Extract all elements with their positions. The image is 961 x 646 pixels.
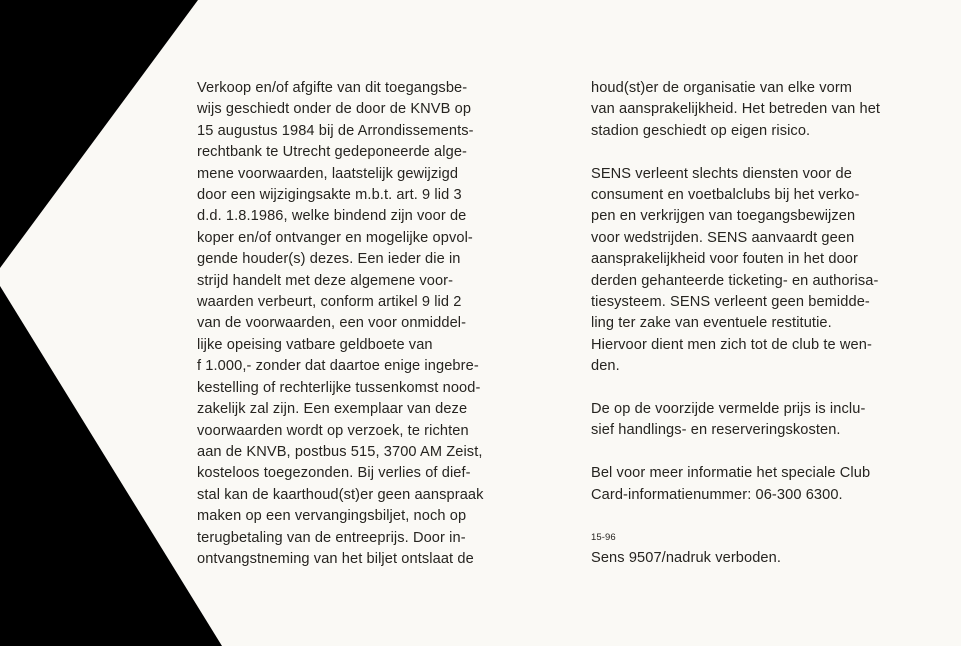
terms-line: 15 augustus 1984 bij de Arrondissements- [197,122,474,139]
terms-line: sief handlings- en reserveringskosten. [591,422,841,439]
terms-line: SENS verleent slechts diensten voor de [591,165,852,182]
terms-line: aan de KNVB, postbus 515, 3700 AM Zeist, [197,443,483,460]
paragraph-gap [591,378,951,399]
price-paragraph [591,399,951,442]
terms-line: wijs geschiedt onder de door de KNVB op [197,101,472,118]
terms-line: mene voorwaarden, laatstelijk gewijzigd [197,165,459,182]
terms-line: koper en/of ontvanger en mogelijke opvol- [197,229,473,246]
terms-line: van aansprakelijkheid. Het betreden van het [591,101,881,118]
terms-line: stal kan de kaarthoud(st)er geen aanspraak [197,486,484,503]
terms-line: voor wedstrijden. SENS aanvaardt geen [591,229,855,246]
terms-line: Verkoop en/of afgifte van dit toegangsbe- [197,80,468,96]
terms-line: lijke opeising vatbare geldboete van [197,336,433,353]
terms-line: terugbetaling van de entreeprijs. Door in- [197,529,466,546]
terms-line: waarden verbeurt, conform artikel 9 lid 2 [197,294,462,311]
print-footer: Sens 9507/nadruk verboden. [591,550,782,567]
terms-line: pen en verkrijgen van toegangsbewijzen [591,208,856,225]
terms-line: kosteloos toegezonden. Bij verlies of dief- [197,465,471,482]
terms-line: Card-informatienummer: 06-300 6300. [591,486,843,503]
sens-services-paragraph [591,164,951,378]
paragraph-gap [591,506,951,527]
terms-line: Bel voor meer informatie het speciale Club [591,465,871,482]
terms-line: strijd handelt met deze algemene voor- [197,272,454,289]
print-code: 15-96 [591,532,616,544]
terms-line: gende houder(s) dezes. Een ieder die in [197,251,461,268]
terms-line: consument en voetbalclubs bij het verko- [591,187,860,204]
terms-line: tiesysteem. SENS verleent geen bemidde- [591,294,870,311]
terms-line: stadion geschiedt op eigen risico. [591,122,811,139]
terms-line: maken op een vervangingsbiljet, noch op [197,508,467,525]
paragraph-gap [591,142,951,163]
terms-line: rechtbank te Utrecht gedeponeerde alge- [197,144,468,161]
terms-line: De op de voorzijde vermelde prijs is inclu- [591,401,866,418]
terms-line: ontvangstneming van het biljet ontslaat de [197,550,474,567]
terms-line: ling ter zake van eventuele restitutie. [591,315,832,332]
terms-line: houd(st)er de organisatie van elke vorm [591,80,853,96]
terms-line: aansprakelijkheid voor fouten in het door [591,251,858,268]
terms-line: d.d. 1.8.1986, welke bindend zijn voor de [197,208,467,225]
terms-line: Hiervoor dient men zich tot de club te wen- [591,336,872,353]
terms-line: kestelling of rechterlijke tussenkomst nood- [197,379,481,396]
terms-line: zakelijk zal zijn. Een exemplaar van deze [197,401,468,418]
terms-right-column [591,78,951,570]
terms-line: derden gehanteerde ticketing- en authorisa- [591,272,879,289]
info-phone-paragraph [591,463,951,506]
terms-left-column [197,78,567,570]
terms-line: van de voorwaarden, een voor onmiddel- [197,315,467,332]
liability-paragraph [591,78,951,142]
terms-line: f 1.000,- zonder dat daartoe enige ingebre- [197,358,479,375]
terms-line: door een wijzigingsakte m.b.t. art. 9 lid 3 [197,187,462,204]
terms-line: den. [591,358,620,375]
paragraph-gap [591,442,951,463]
terms-line: voorwaarden wordt op verzoek, te richten [197,422,469,439]
